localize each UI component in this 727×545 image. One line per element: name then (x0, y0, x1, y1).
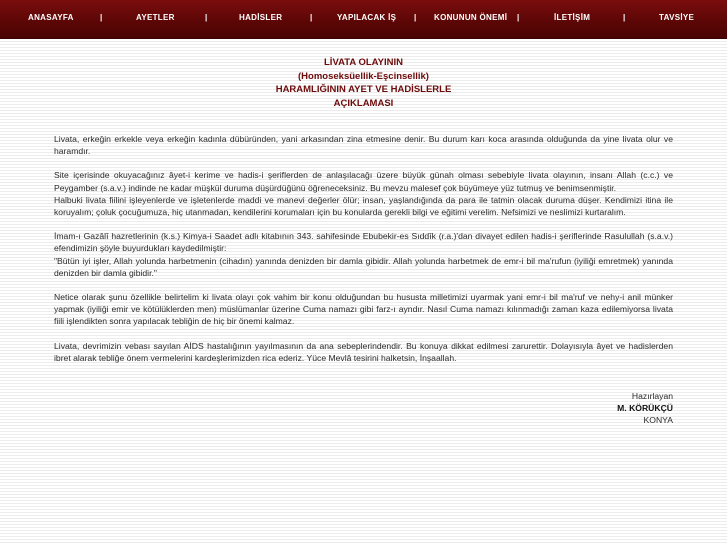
signature-label: Hazırlayan (631, 391, 673, 401)
top-navigation-bar (0, 0, 727, 39)
paragraph-closing: Livata, devrimizin vebası sayılan AİDS hastalığının yayılmasının da ana sebeplerindendir. Bu konuya dikkat edilmesi zarurettir. Dolayısıyla âyet ve hadislerden ibret alarak tebliğe önem vermelerini kardeşlerimizden rica ederiz. Yüce Mevlâ tesirini halketsin, İnşaallah. (54, 340, 673, 363)
title-line-2: (Homoseksüellik-Eşcinsellik) (298, 70, 429, 82)
paragraph-intro: Site içerisinde okuyacağınız âyet-i kerime ve hadis-i şeriflerden de anlaşılacağı üzere büyük günah olması sebebiyle livata olayının, insanı Allah (c.c.) ve Peygamber (s.a.v.) indinde ne kadar müşkül duruma düşürdüğünü öğreneceksiniz. Bu mevzu malesef çok büyümeye yüz tutmuş ve benimsenmiştir. (54, 170, 673, 193)
signature-block (617, 390, 673, 427)
nav-item-anasayfa[interactable]: ANASAYFA (28, 13, 74, 22)
article-body (54, 133, 673, 376)
nav-separator: | (310, 13, 313, 22)
title-line-3: HARAMLIĞININ AYET VE HADİSLERLE (275, 84, 452, 95)
nav-item-hadisler[interactable]: HADİSLER (239, 13, 283, 22)
paragraph-warning: Halbuki livata fiilini işleyenlerde ve işletenlerde maddi ve manevi değerler ölür; insan, yaşlandığında da para ile tatmin olacak duruma düşer. Kendimizi itina ile koruyalım; çoluk çocuğumuza, hiç utanmadan, kendilerini korumaları için bu konularda gerekli bilgi ve eğitimi verelim. Nefsimizi ve neslimizi kurtaralım. (54, 194, 673, 218)
title-line-1: LİVATA OLAYININ (324, 57, 403, 68)
nav-separator: | (517, 13, 520, 22)
nav-item-konunun-onemi[interactable]: KONUNUN ÖNEMİ (434, 13, 508, 22)
paragraph-hadith-source: İmam-ı Gazâlî hazretlerinin (k.s.) Kimya-i Saadet adlı kitabının 343. sahifesinde Ebubekir-es Sıddîk (r.a.)'dan divayet edilen hadis-i şeriflerinde Rasulullah (s.a.v.) efendimizin şöyle buyurdukları kaydedilmiştir: (54, 231, 673, 254)
nav-separator: | (100, 13, 103, 22)
nav-separator: | (623, 13, 626, 22)
paragraph-conclusion: Netice olarak şunu özellikle belirtelim ki livata olayı çok vahim bir konu olduğundan bu hususta milletimizi uyarmak yani emr-i bil ma'ruf ve nehy-i anil münker yapmak (iyiliği emir ve kötülüklerden men) müslümanlar üzerine Cuma namazı gibi farz-ı ayndır. Nasıl Cuma namazı kılınmadığı zaman kaza edilemiyorsa livata fiili işlendikten sonra yapılacak tebliğin de hiç bir önemi kalmaz. (54, 292, 673, 327)
title-line-4: AÇIKLAMASI (333, 97, 394, 109)
nav-item-ayetler[interactable]: AYETLER (136, 13, 175, 22)
nav-separator: | (414, 13, 417, 22)
page-title (0, 56, 727, 110)
nav-item-yapilacak-is[interactable]: YAPILACAK İŞ (337, 13, 397, 22)
nav-item-iletisim[interactable]: İLETİŞİM (554, 13, 591, 22)
author-city: KONYA (643, 415, 673, 426)
paragraph-definition: Livata, erkeğin erkekle veya erkeğin kadınla dübüründen, yani arkasından zina etmesine denir. Bu durum karı koca arasında olduğunda da yine livata olur ve haramdır. (54, 134, 673, 157)
author-name: M. KÖRÜKÇÜ (617, 403, 673, 414)
nav-separator: | (205, 13, 208, 22)
nav-item-tavsiye[interactable]: TAVSİYE (659, 13, 695, 22)
paragraph-hadith-quote: "Bütün iyi işler, Allah yolunda harbetmenin (cihadın) yanında denizden bir damla gibidir. Allah yolunda harbetmek de emr-i bil ma'rufun (iyiliği emretmek) yanında denizden bir damla gibidir." (54, 255, 673, 278)
